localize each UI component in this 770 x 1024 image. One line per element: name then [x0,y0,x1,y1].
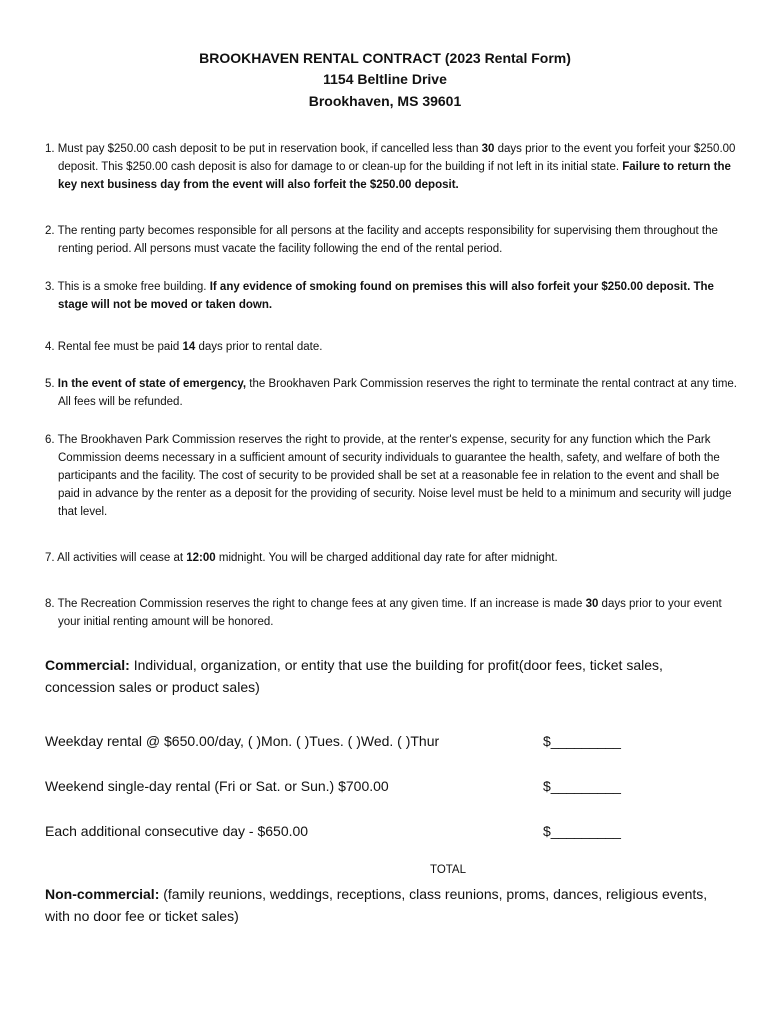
weekday-amount-field[interactable]: $_________ [543,733,621,749]
noncommercial-title: Non-commercial: [45,886,160,902]
clause-4-days: 14 [182,341,196,353]
contract-city: Brookhaven, MS 39601 [308,93,462,109]
clause-5 [45,375,743,411]
clause-8 [45,595,743,631]
contract-address: 1154 Beltline Drive [323,71,447,87]
clause-7 [45,549,743,567]
weekday-rental-label: Weekday rental @ $650.00/day, ( )Mon. ( )Tues. ( )Wed. ( )Thur [45,733,440,749]
clause-2 [45,222,743,258]
clause-1-key-warning: Failure to return the key next business day from the event will also forfeit the $250.00 deposit. [58,161,731,191]
clause-4 [45,338,743,356]
clause-1-text-cont: days prior to the event you forfeit your $250.00 deposit. This $250.00 cash deposit is also for damage to or clean-up for the building if not left in its initial state. [58,143,736,173]
clause-3 [45,278,743,314]
clause-3-smoking-warning: If any evidence of smoking found on premises this will also forfeit your $250.00 deposit. The stage will not be moved or taken down. [58,281,714,311]
weekend-rental-label: Weekend single-day rental (Fri or Sat. or Sun.) $700.00 [45,778,389,794]
additional-day-label: Each additional consecutive day - $650.00 [45,823,309,839]
contract-title: BROOKHAVEN RENTAL CONTRACT (2023 Rental Form) [199,50,571,66]
clause-5-text: the Brookhaven Park Commission reserves the right to terminate the rental contract at any time. All fees will be refunded. [58,378,737,408]
total-label: TOTAL [430,864,466,876]
weekend-amount-field[interactable]: $_________ [543,778,621,794]
clause-5-emergency: In the event of state of emergency, [57,378,247,390]
clause-1-text: 1. Must pay $250.00 cash deposit to be put in reservation book, if cancelled less than [45,143,482,155]
clause-5-number: 5. [45,378,58,390]
clause-7-text: 7. All activities will cease at [45,552,187,564]
clause-6 [45,431,743,521]
commercial-description: Individual, organization, or entity that use the building for profit(door fees, ticket sales, concession sales or product sales) [45,657,663,695]
additional-day-amount-field[interactable]: $_________ [543,823,621,839]
clause-7-time: 12:00 [186,552,216,564]
clause-7-text-cont: midnight. You will be charged additional day rate for after midnight. [215,552,558,564]
clause-8-text-cont: days prior to your event your initial renting amount will be honored. [58,598,722,628]
clause-4-text: 4. Rental fee must be paid [45,341,183,353]
noncommercial-section [45,883,735,927]
clause-1 [45,140,743,194]
commercial-section [45,654,735,698]
noncommercial-description: (family reunions, weddings, receptions, class reunions, proms, dances, religious events, with no door fee or ticket sales) [45,886,708,924]
clause-2-text: 2. The renting party becomes responsible for all persons at the facility and accepts responsibility for supervising them throughout the renting period. All persons must vacate the facility following the end of the rental period. [45,225,718,255]
clause-6-text: 6. The Brookhaven Park Commission reserves the right to provide, at the renter's expense, security for any function which the Park Commission deems necessary in a sufficient amount of security individuals to guarantee the health, safety, and welfare of both the participants and the facility. The cost of security to be provided shall be set at a reasonable fee in relation to the event and shall be paid in advance by the renter as a deposit for the providing of security. Noise level must be held to a minimum and security will judge that level. [45,434,732,518]
clause-8-days: 30 [585,598,599,610]
clause-4-text-cont: days prior to rental date. [195,341,323,353]
clause-8-text: 8. The Recreation Commission reserves the right to change fees at any given time. If an increase is made [45,598,586,610]
clause-1-days: 30 [481,143,495,155]
clause-3-text: 3. This is a smoke free building. [45,281,210,293]
commercial-title: Commercial: [45,657,130,673]
